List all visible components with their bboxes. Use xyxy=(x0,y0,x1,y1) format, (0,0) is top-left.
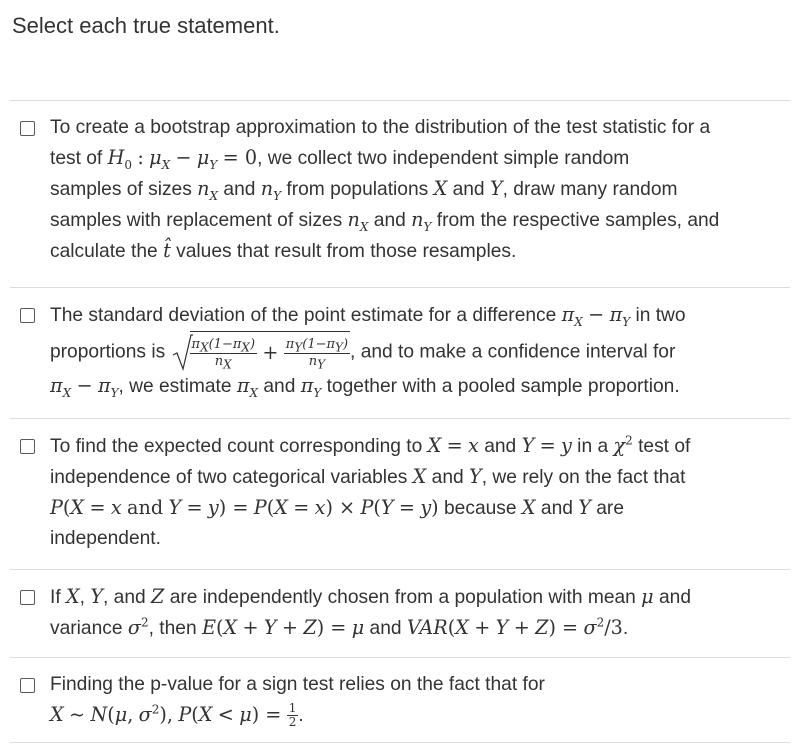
option-1[interactable] xyxy=(10,100,790,287)
option-2-text xyxy=(50,300,784,402)
option-2-line-2: proportions is $\frac{\pi_X(1-\pi_X)}{n_X}$ + $\frac{\pi_Y(1-\pi_Y)}{n_Y}$ , and to make a confidence interval for xyxy=(50,331,784,371)
option-1-line-1: To create a bootstrap approximation to the distribution of the test statistic for a xyxy=(50,117,711,138)
option-1-checkbox[interactable] xyxy=(20,121,35,136)
option-5-line-1: Finding the p-value for a sign test relies on the fact that for xyxy=(50,674,545,695)
option-1-line-4: samples with replacement of sizes $n_X$ and $n_Y$ from the respective samples, and xyxy=(50,208,720,234)
option-5-line-2: X ∼ N(μ, $\sigma^2$), P(X < μ) = $\frac{1}{2}$ . xyxy=(50,701,304,730)
option-2-line-1: The standard deviation of the point estimate for a difference $\pi_X - \pi_Y$ in two xyxy=(50,303,686,329)
option-1-text xyxy=(50,113,784,267)
option-4[interactable] xyxy=(10,569,790,657)
option-3-text xyxy=(50,431,784,554)
option-5[interactable] xyxy=(10,657,790,743)
option-3-checkbox[interactable] xyxy=(20,439,35,454)
option-2[interactable] xyxy=(10,287,790,418)
option-5-checkbox[interactable] xyxy=(20,678,35,693)
question-prompt: Select each true statement. xyxy=(12,13,280,38)
option-5-text xyxy=(50,670,784,731)
option-2-checkbox[interactable] xyxy=(20,308,35,323)
option-2-line-3: $\pi_X - \pi_Y$, we estimate $\pi_X$ and $\pi_Y$ together with a pooled sample proportion. xyxy=(50,374,680,400)
option-4-checkbox[interactable] xyxy=(20,590,35,605)
option-4-line-1: If X, Y, and Z are independently chosen from a population with mean μ and xyxy=(50,585,692,608)
option-3-line-2: independence of two categorical variables X and Y, we rely on the fact that xyxy=(50,465,686,488)
options-list xyxy=(10,100,790,743)
option-4-text xyxy=(50,582,784,644)
option-3[interactable] xyxy=(10,418,790,569)
option-1-line-2: test of $H_0$ : $\mu_X - \mu_Y = 0$, we collect two independent simple random xyxy=(50,146,630,172)
option-3-line-4: independent. xyxy=(50,528,161,549)
option-3-line-3: P(X = x and Y = y) = P(X = x) × P(Y = y) because X and Y are xyxy=(50,496,624,519)
option-4-line-2: variance $\sigma^2$, then E(X + Y + Z) = μ and $VAR(X + Y + Z) = \sigma^2/3$. xyxy=(50,615,629,639)
option-1-line-5: calculate the t̂ values that result from those resamples. xyxy=(50,239,517,262)
option-3-line-1: To find the expected count corresponding to X = x and Y = y in a $\chi^2$ test of xyxy=(50,433,691,457)
option-1-line-3: samples of sizes $n_X$ and $n_Y$ from populations X and Y, draw many random xyxy=(50,177,678,203)
